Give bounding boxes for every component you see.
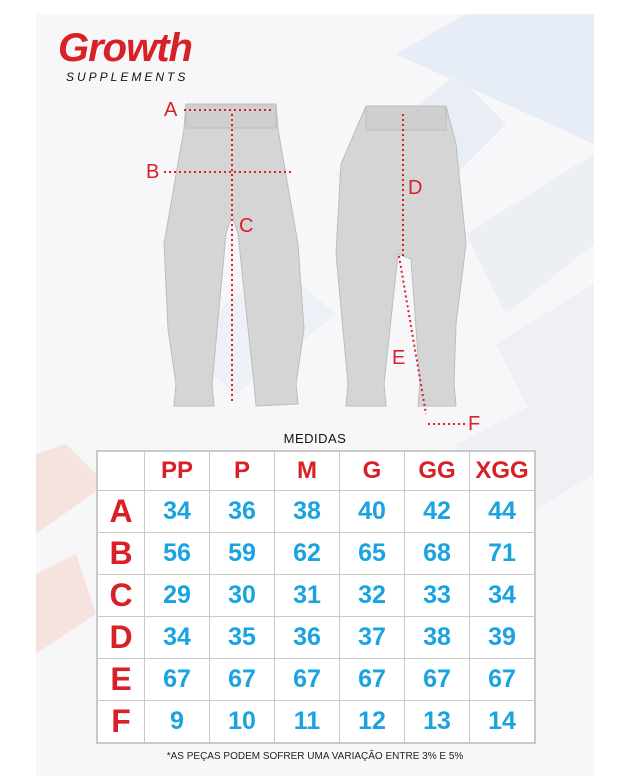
table-cell: 29	[145, 575, 210, 617]
table-cell: 67	[210, 659, 275, 701]
table-cell: 34	[145, 617, 210, 659]
table-row	[97, 575, 535, 617]
table-cell: 56	[145, 533, 210, 575]
table-cell: 39	[470, 617, 536, 659]
label-c: C	[239, 215, 254, 237]
brand-logo	[58, 28, 258, 88]
table-cell: 11	[275, 701, 340, 744]
table-row	[97, 659, 535, 701]
label-f: F	[468, 413, 481, 435]
table-row	[97, 701, 535, 744]
label-d: D	[408, 177, 423, 199]
table-cell: 10	[210, 701, 275, 744]
row-label: F	[97, 701, 145, 744]
table-cell: 67	[470, 659, 536, 701]
pants-measurement-diagram	[36, 84, 594, 444]
table-cell: 32	[340, 575, 405, 617]
row-label: E	[97, 659, 145, 701]
table-row	[97, 491, 535, 533]
table-cell: 34	[145, 491, 210, 533]
table-cell: 65	[340, 533, 405, 575]
table-cell: 44	[470, 491, 536, 533]
table-row	[97, 617, 535, 659]
row-label: A	[97, 491, 145, 533]
size-header: PP	[145, 451, 210, 491]
variation-footnote: *AS PEÇAS PODEM SOFRER UMA VARIAÇÃO ENTRE 3% E 5%	[166, 751, 464, 762]
table-cell: 62	[275, 533, 340, 575]
table-cell: 67	[145, 659, 210, 701]
front-pants-illustration	[164, 104, 304, 406]
row-label: B	[97, 533, 145, 575]
table-cell: 30	[210, 575, 275, 617]
table-cell: 9	[145, 701, 210, 744]
table-cell: 67	[340, 659, 405, 701]
size-header: GG	[405, 451, 470, 491]
table-cell: 71	[470, 533, 536, 575]
brand-name: Growth	[58, 26, 192, 70]
size-header-row	[97, 451, 535, 491]
table-cell: 59	[210, 533, 275, 575]
table-cell: 37	[340, 617, 405, 659]
label-a: A	[164, 99, 178, 121]
table-cell: 36	[210, 491, 275, 533]
label-b: B	[146, 161, 160, 183]
table-title: MEDIDAS	[283, 431, 347, 446]
size-header: M	[275, 451, 340, 491]
size-table	[96, 450, 536, 744]
row-label: D	[97, 617, 145, 659]
row-label: C	[97, 575, 145, 617]
table-cell: 38	[405, 617, 470, 659]
size-chart-page	[36, 14, 594, 776]
table-cell: 67	[275, 659, 340, 701]
table-cell: 68	[405, 533, 470, 575]
table-cell: 33	[405, 575, 470, 617]
table-row	[97, 533, 535, 575]
brand-tagline: SUPPLEMENTS	[66, 70, 189, 84]
size-header: P	[210, 451, 275, 491]
table-cell: 36	[275, 617, 340, 659]
table-cell: 13	[405, 701, 470, 744]
label-e: E	[392, 347, 406, 369]
table-cell: 42	[405, 491, 470, 533]
size-header: G	[340, 451, 405, 491]
size-header: XGG	[470, 451, 536, 491]
table-cell: 35	[210, 617, 275, 659]
table-cell: 34	[470, 575, 536, 617]
table-cell: 67	[405, 659, 470, 701]
table-cell: 12	[340, 701, 405, 744]
table-cell: 40	[340, 491, 405, 533]
table-cell: 14	[470, 701, 536, 744]
table-cell: 31	[275, 575, 340, 617]
table-cell: 38	[275, 491, 340, 533]
table-corner	[97, 451, 145, 491]
